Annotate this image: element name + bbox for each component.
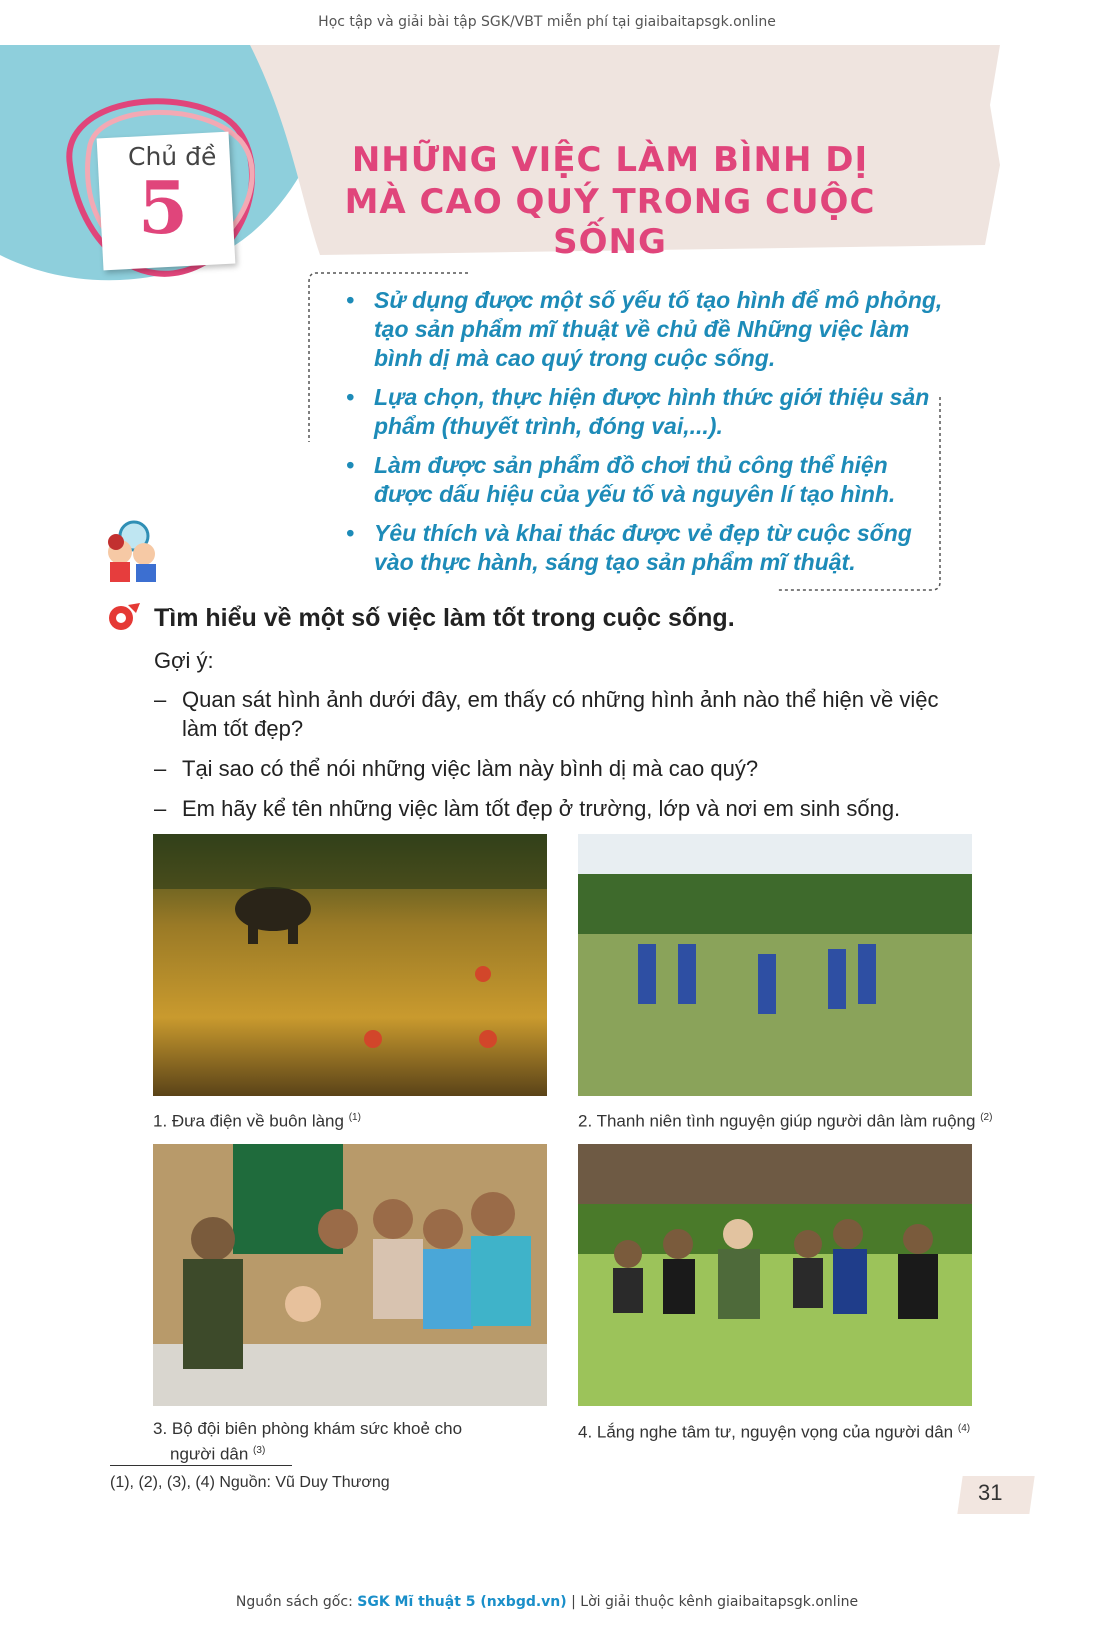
chapter-title-line2: MÀ CAO QUÝ TRONG CUỘC SỐNG [344,182,876,262]
chapter-number: 5 [138,165,189,250]
task-title: Tìm hiểu về một số việc làm tốt trong cuộc sống. [154,604,735,632]
goals-list [338,286,950,587]
caption-text: 4. Lắng nghe tâm tư, nguyện vọng của người dân [578,1422,954,1442]
hint-list [154,685,974,834]
bottom-note-suffix: | Lời giải thuộc kênh giaibaitapsgk.online [566,1594,859,1610]
photo-caption-3 [153,1418,462,1466]
bottom-note-source: SGK Mĩ thuật 5 (nxbgd.vn) [357,1594,567,1610]
photo-caption-4 [578,1418,970,1444]
photo-listening-people [578,1144,972,1406]
footnote-rule [110,1465,292,1466]
photo-rice-field [578,834,972,1096]
caption-text: 1. Đưa điện về buôn làng [153,1111,344,1131]
bottom-note-prefix: Nguồn sách gốc: [235,1594,358,1610]
goal-item: • Lựa chọn, thực hiện được hình thức giới thiệu sản phẩm (thuyết trình, đóng vai,...). [338,383,950,441]
caption-text: người dân [170,1444,249,1464]
caption-note: (2) [980,1112,993,1123]
chapter-title-line1: NHỮNG VIỆC LÀM BÌNH DỊ [351,140,869,180]
photo-elephant-river [153,834,547,1096]
goal-item: • Sử dụng được một số yếu tố tạo hình để mô phỏng, tạo sản phẩm mĩ thuật về chủ đề Những việc làm bình dị mà cao quý trong cuộc sống. [338,286,950,373]
activity-icon [106,601,142,631]
top-watermark-note: Học tập và giải bài tập SGK/VBT miễn phí tại giaibaitapsgk.online [318,14,776,30]
hint-item: – Quan sát hình ảnh dưới đây, em thấy có những hình ảnh nào thể hiện về việc làm tốt đẹp? [154,685,974,743]
caption-text: 3. Bộ đội biên phòng khám sức khoẻ cho [153,1419,463,1438]
photo-caption-2 [578,1107,992,1133]
photo-caption-1 [153,1107,361,1133]
hint-item: – Em hãy kể tên những việc làm tốt đẹp ở trường, lớp và nơi em sinh sống. [154,794,974,823]
photo-health-check [153,1144,547,1406]
chapter-label: Chủ đề [128,142,217,171]
goal-item: • Làm được sản phẩm đồ chơi thủ công thể hiện được dấu hiệu của yếu tố và nguyên lí tạo hình. [338,451,950,509]
hint-label: Gợi ý: [154,648,214,673]
photo-source: (1), (2), (3), (4) Nguồn: Vũ Duy Thương [110,1474,390,1491]
caption-text: 2. Thanh niên tình nguyện giúp người dân làm ruộng [578,1111,976,1131]
goal-item: • Yêu thích và khai thác được vẻ đẹp từ cuộc sống vào thực hành, sáng tạo sản phẩm mĩ thuật. [338,519,950,577]
page-number: 31 [978,1480,1003,1505]
caption-note: (3) [253,1445,266,1456]
caption-note: (4) [957,1423,971,1434]
hint-item: – Tại sao có thể nói những việc làm này bình dị mà cao quý? [154,754,974,783]
bottom-source-note [0,1594,1094,1610]
mascot-illustration [92,518,170,590]
caption-note: (1) [348,1112,361,1123]
